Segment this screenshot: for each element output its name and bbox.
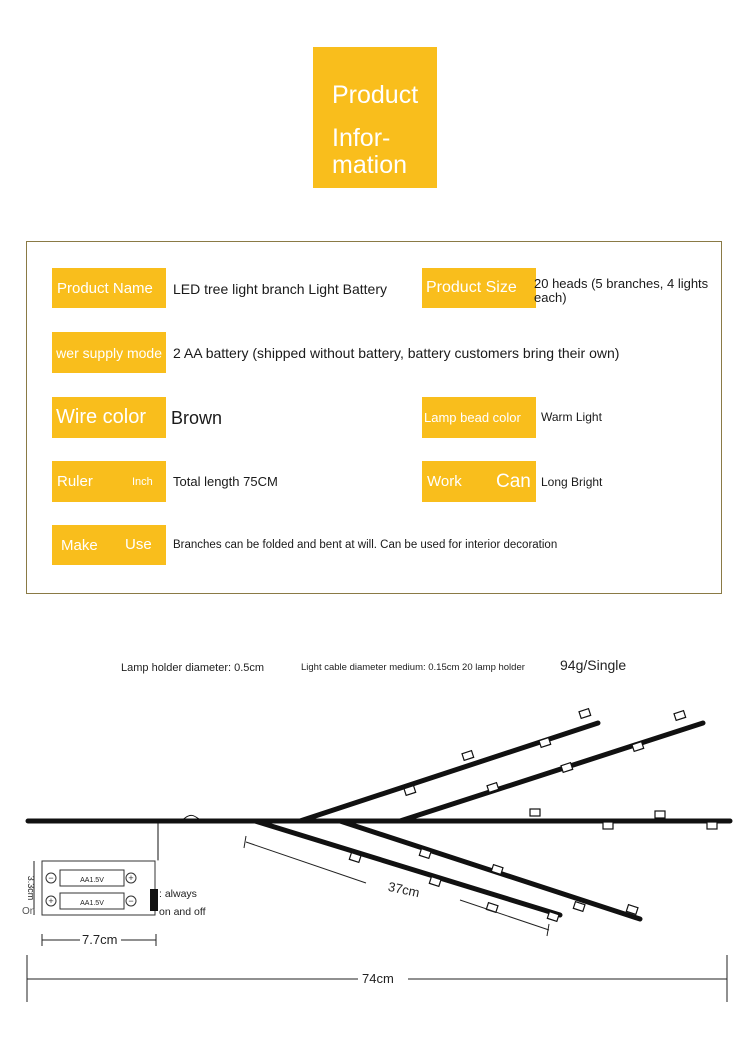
- work-sub-text: Can: [496, 471, 531, 492]
- battery-cell-1-label: AA1.5V: [80, 877, 104, 884]
- minus-sign: −: [128, 896, 134, 906]
- lamp-bead-color-label: Lamp bead color: [422, 397, 536, 438]
- work-value: Long Bright: [541, 475, 603, 489]
- battery-width-label: 7.7cm: [82, 932, 118, 947]
- plus-sign: +: [48, 896, 54, 906]
- lamp-holder: [707, 822, 717, 829]
- branch-lower-1: [255, 821, 560, 915]
- lamp-holder: [579, 709, 591, 719]
- battery-height-label: 3.3cm: [26, 875, 36, 901]
- dimension-tick: [244, 836, 246, 848]
- work-label-text: Work: [427, 473, 462, 490]
- branch-length-label: 37cm: [386, 878, 422, 901]
- product-size-label: Product Size: [422, 268, 536, 308]
- lamp-holder: [561, 763, 573, 773]
- dimension-line-37cm-right: [460, 900, 549, 930]
- wire-color-label: Wire color: [52, 397, 166, 438]
- lamp-holder: [603, 822, 613, 829]
- product-size-value: [534, 277, 708, 305]
- title-box: [313, 47, 437, 188]
- lamp-holder: [462, 751, 474, 761]
- product-size-value-line2: each): [534, 290, 567, 305]
- battery-cell-2-label: AA1.5V: [80, 900, 104, 907]
- power-supply-label: wer supply mode: [52, 332, 166, 373]
- ruler-label-text: Ruler: [57, 473, 93, 490]
- work-label: [422, 461, 536, 502]
- ruler-value: Total length 75CM: [173, 474, 278, 489]
- title-line-2: Infor-mation: [332, 124, 408, 179]
- switch-icon: [150, 889, 158, 911]
- wire-color-value: Brown: [171, 408, 223, 428]
- title-line-1: Product: [332, 81, 419, 109]
- plus-sign: +: [128, 873, 134, 883]
- lamp-holder: [530, 809, 540, 816]
- spec-panel: [26, 241, 722, 594]
- cable-diameter: Light cable diameter medium: 0.15cm 20 lamp holder: [301, 662, 525, 673]
- battery-box: [42, 861, 158, 915]
- product-name-label: Product Name: [52, 268, 166, 308]
- make-label-text: Make: [61, 536, 98, 554]
- power-supply-value: 2 AA battery (shipped without battery, battery customers bring their own): [173, 345, 620, 361]
- lamp-holder-diameter: Lamp holder diameter: 0.5cm: [121, 662, 265, 674]
- make-sub-text: Use: [125, 536, 152, 553]
- weight: 94g/Single: [560, 657, 627, 673]
- lamp-bead-color-value: Warm Light: [541, 410, 602, 424]
- ruler-label: [52, 461, 166, 502]
- switch-note-line2: on and off: [159, 906, 206, 918]
- make-label: [52, 525, 166, 565]
- minus-sign: −: [48, 873, 54, 883]
- lamp-holder: [655, 811, 665, 818]
- lamp-holder: [573, 902, 585, 912]
- product-size-value-line1: 20 heads (5 branches, 4 lights: [534, 276, 709, 291]
- make-value: Branches can be folded and bent at will. Can be used for interior decoration: [173, 539, 558, 551]
- switch-note: [159, 885, 206, 921]
- lamp-holder: [539, 738, 551, 748]
- product-name-value: LED tree light branch Light Battery: [173, 281, 388, 297]
- switch-on-label: On: [22, 906, 36, 917]
- switch-note-line1: : always: [159, 888, 197, 900]
- total-length-label: 74cm: [362, 971, 394, 986]
- lamp-holder: [674, 711, 686, 721]
- ruler-sub-text: Inch: [132, 476, 153, 488]
